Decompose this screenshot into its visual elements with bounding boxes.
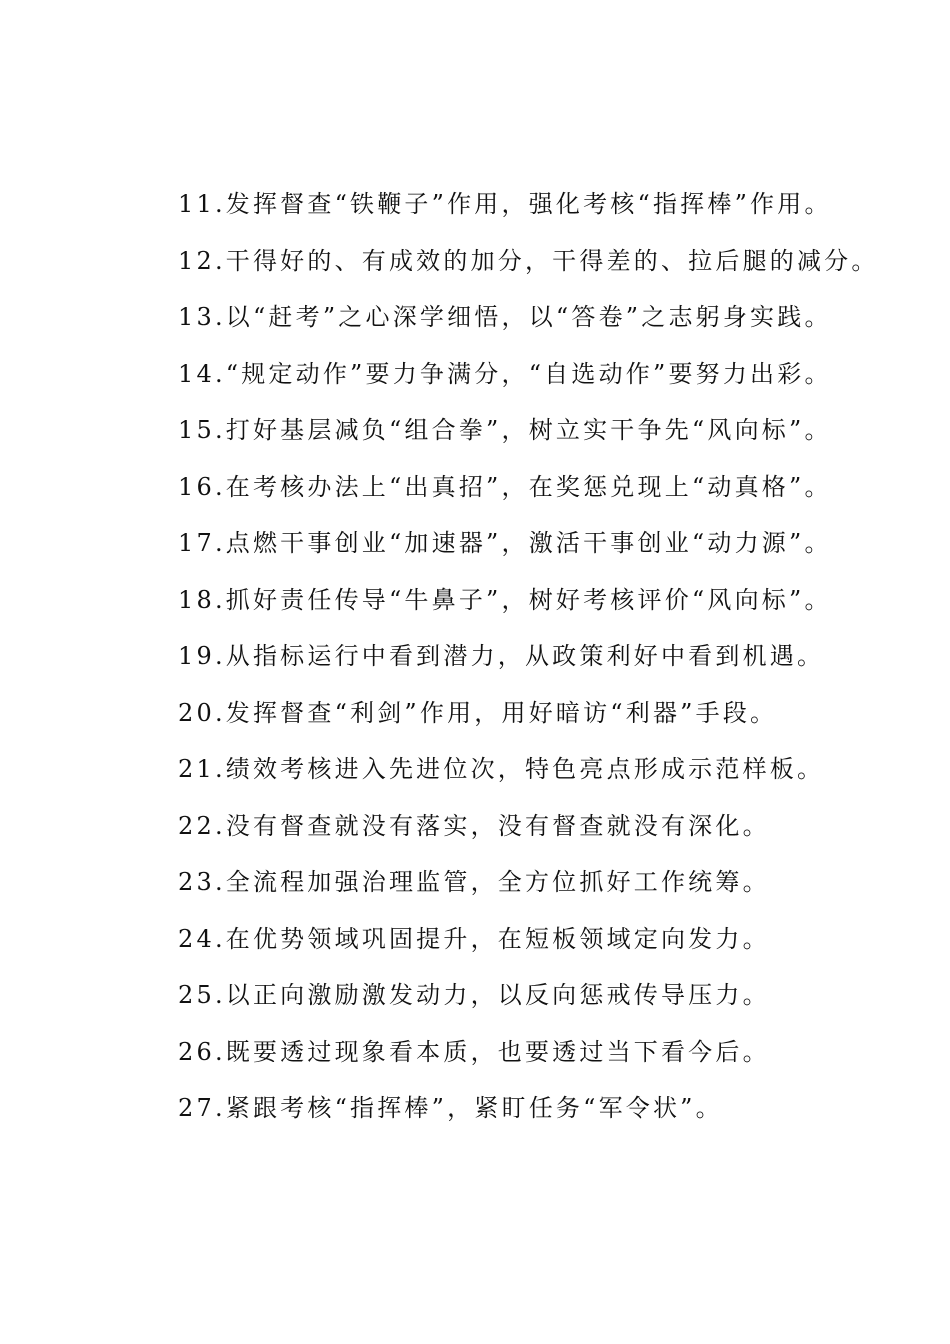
list-item: 23.全流程加强治理监管，全方位抓好工作统筹。 bbox=[178, 868, 770, 896]
list-item: 15.打好基层减负“组合拳”，树立实干争先“风向标”。 bbox=[178, 416, 832, 444]
list-item: 24.在优势领域巩固提升，在短板领域定向发力。 bbox=[178, 924, 770, 953]
list-item: 22.没有督查就没有落实，没有督查就没有深化。 bbox=[178, 811, 770, 840]
list-item: 18.抓好责任传导“牛鼻子”，树好考核评价“风向标”。 bbox=[178, 585, 832, 614]
list-item: 17.点燃干事创业“加速器”，激活干事创业“动力源”。 bbox=[178, 529, 832, 557]
list-item: 21.绩效考核进入先进位次，特色亮点形成示范样板。 bbox=[178, 755, 825, 783]
list-item: 14.“规定动作”要力争满分，“自选动作”要努力出彩。 bbox=[178, 359, 832, 388]
list-item: 19.从指标运行中看到潜力，从政策利好中看到机遇。 bbox=[178, 642, 825, 670]
list-item: 12.干得好的、有成效的加分，干得差的、拉后腿的减分。 bbox=[178, 246, 879, 275]
slogan-list bbox=[178, 182, 878, 1143]
list-item: 11.发挥督查“铁鞭子”作用，强化考核“指挥棒”作用。 bbox=[178, 190, 832, 218]
list-item: 16.在考核办法上“出真招”，在奖惩兑现上“动真格”。 bbox=[178, 472, 832, 501]
list-item: 13.以“赶考”之心深学细悟，以“答卷”之志躬身实践。 bbox=[178, 303, 832, 331]
list-item: 25.以正向激励激发动力，以反向惩戒传导压力。 bbox=[178, 981, 770, 1009]
list-item: 26.既要透过现象看本质，也要透过当下看今后。 bbox=[178, 1037, 770, 1066]
list-item: 20.发挥督查“利剑”作用，用好暗访“利器”手段。 bbox=[178, 698, 778, 727]
list-item: 27.紧跟考核“指挥棒”，紧盯任务“军令状”。 bbox=[178, 1094, 723, 1122]
